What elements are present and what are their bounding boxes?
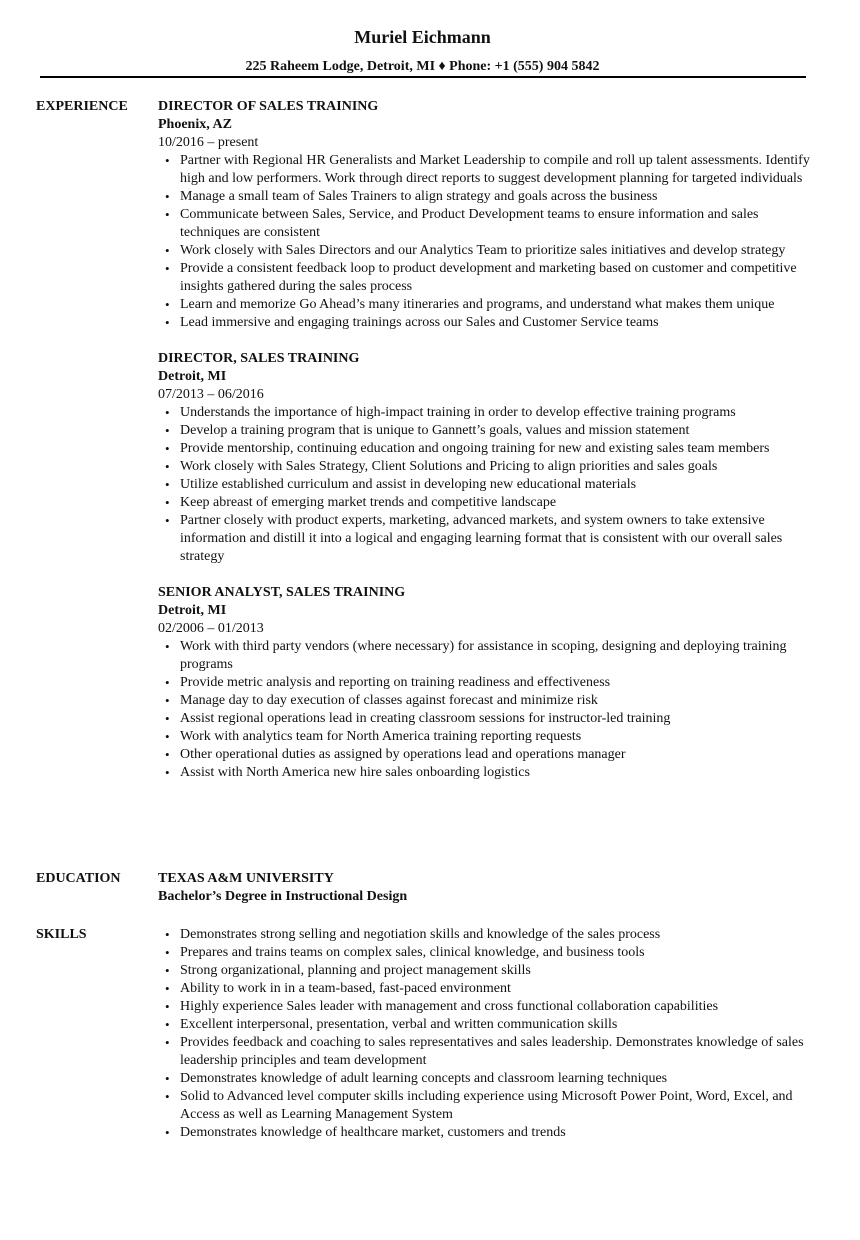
degree-name: Bachelor’s Degree in Instructional Design <box>158 889 408 904</box>
job-dates: 02/2006 – 01/2013 <box>158 621 264 636</box>
school-name: TEXAS A&M UNIVERSITY <box>158 871 334 886</box>
skill-item: • Demonstrates strong selling and negotiation skills and knowledge of the sales process <box>180 926 818 944</box>
job-location: Detroit, MI <box>158 603 227 618</box>
job-entry <box>158 584 818 782</box>
skill-item: • Demonstrates knowledge of healthcare market, customers and trends <box>180 1124 818 1142</box>
bullet-item: • Understands the importance of high-impact training in order to develop effective training programs <box>180 404 818 422</box>
bullet-item: • Communicate between Sales, Service, and Product Development teams to ensure information and sales techniques are consistent <box>180 206 818 242</box>
bullet-item: • Work with analytics team for North America training reporting requests <box>180 728 818 746</box>
job-dates: 07/2013 – 06/2016 <box>158 387 264 402</box>
job-bullets <box>158 404 818 566</box>
bullet-item: • Partner closely with product experts, marketing, advanced markets, and system owners to take extensive information and distill it into a logical and engaging learning format that is consistent with our overall sales strategy <box>180 512 818 566</box>
bullet-item: • Work closely with Sales Strategy, Client Solutions and Pricing to align priorities and sales goals <box>180 458 818 476</box>
bullet-item: • Provide metric analysis and reporting on training readiness and effectiveness <box>180 674 818 692</box>
job-dates: 10/2016 – present <box>158 135 259 150</box>
contact-line: 225 Raheem Lodge, Detroit, MI ♦ Phone: +1 (555) 904 5842 <box>245 59 600 74</box>
header-divider <box>40 76 806 78</box>
bullet-item: • Assist with North America new hire sales onboarding logistics <box>180 764 818 782</box>
bullet-item: • Keep abreast of emerging market trends and competitive landscape <box>180 494 818 512</box>
skill-item: • Strong organizational, planning and project management skills <box>180 962 818 980</box>
skill-item: • Prepares and trains teams on complex sales, clinical knowledge, and business tools <box>180 944 818 962</box>
bullet-item: • Work closely with Sales Directors and our Analytics Team to prioritize sales initiatives and develop strategy <box>180 242 818 260</box>
job-title: DIRECTOR, SALES TRAINING <box>158 351 360 366</box>
skill-item: • Provides feedback and coaching to sales representatives and sales leadership. Demonstrates knowledge of sales leadership principles and team development <box>180 1034 818 1070</box>
bullet-item: • Partner with Regional HR Generalists and Market Leadership to compile and roll up talent assessments. Identify high and low performers. Work through direct reports to suggest development planning for targeted individuals <box>180 152 818 188</box>
job-entry <box>158 98 818 332</box>
bullet-item: • Lead immersive and engaging trainings across our Sales and Customer Service teams <box>180 314 818 332</box>
section-label-experience: EXPERIENCE <box>36 99 128 114</box>
skill-item: • Solid to Advanced level computer skills including experience using Microsoft Power Point, Word, Excel, and Access as well as Learning Management System <box>180 1088 818 1124</box>
bullet-item: • Develop a training program that is unique to Gannett’s goals, values and mission statement <box>180 422 818 440</box>
bullet-item: • Provide a consistent feedback loop to product development and marketing based on customer and competitive insights gathered during the sales process <box>180 260 818 296</box>
job-entry <box>158 350 818 566</box>
bullet-item: • Work with third party vendors (where necessary) for assistance in scoping, designing and deploying training programs <box>180 638 818 674</box>
skill-item: • Excellent interpersonal, presentation, verbal and written communication skills <box>180 1016 818 1034</box>
bullet-item: • Provide mentorship, continuing education and ongoing training for new and existing sales team members <box>180 440 818 458</box>
bullet-item: • Manage a small team of Sales Trainers to align strategy and goals across the business <box>180 188 818 206</box>
job-location: Detroit, MI <box>158 369 227 384</box>
education-body <box>158 870 818 906</box>
bullet-item: • Learn and memorize Go Ahead’s many itineraries and programs, and understand what makes them unique <box>180 296 818 314</box>
bullet-item: • Utilize established curriculum and assist in developing new educational materials <box>180 476 818 494</box>
job-title: SENIOR ANALYST, SALES TRAINING <box>158 585 406 600</box>
skills-list <box>158 926 818 1142</box>
skill-item: • Demonstrates knowledge of adult learning concepts and classroom learning techniques <box>180 1070 818 1088</box>
experience-body <box>158 98 818 800</box>
section-label-skills: SKILLS <box>36 927 87 942</box>
skill-item: • Ability to work in in a team-based, fast-paced environment <box>180 980 818 998</box>
candidate-name: Muriel Eichmann <box>354 27 491 47</box>
job-title: DIRECTOR OF SALES TRAINING <box>158 99 379 114</box>
job-bullets <box>158 638 818 782</box>
skills-body <box>158 926 818 1142</box>
section-label-education: EDUCATION <box>36 871 121 886</box>
bullet-item: • Other operational duties as assigned by operations lead and operations manager <box>180 746 818 764</box>
bullet-item: • Assist regional operations lead in creating classroom sessions for instructor-led training <box>180 710 818 728</box>
bullet-item: • Manage day to day execution of classes against forecast and minimize risk <box>180 692 818 710</box>
skill-item: • Highly experience Sales leader with management and cross functional collaboration capabilities <box>180 998 818 1016</box>
job-location: Phoenix, AZ <box>158 117 232 132</box>
job-bullets <box>158 152 818 332</box>
